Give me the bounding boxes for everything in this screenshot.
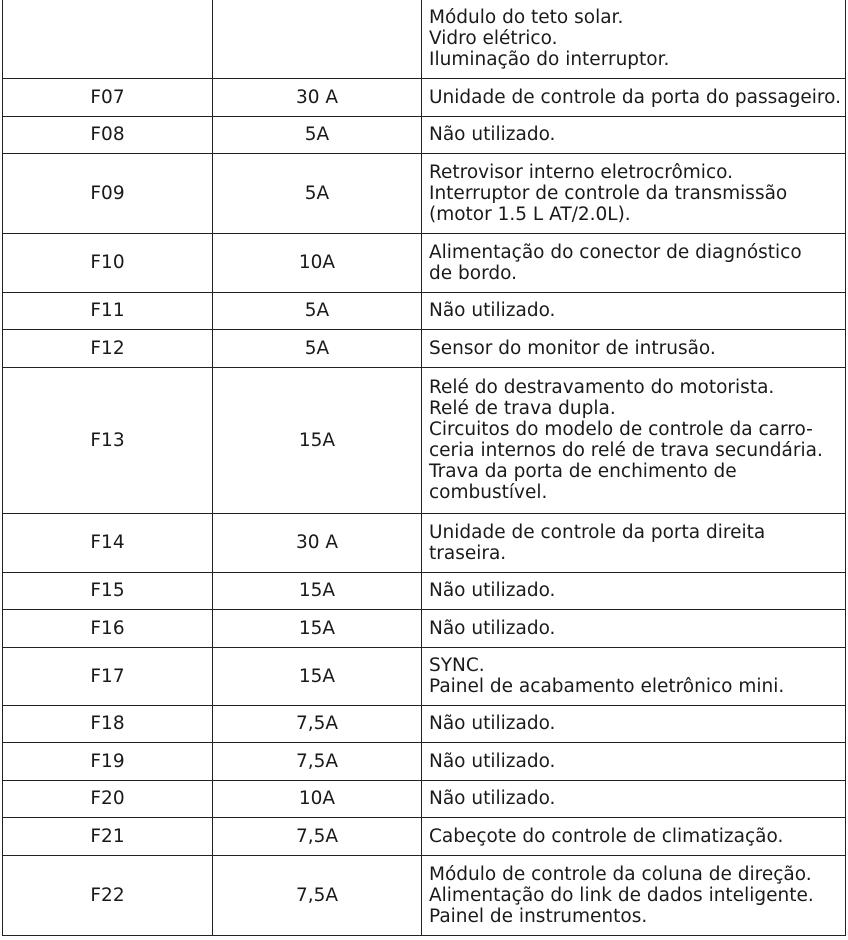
description-line: SYNC. (429, 655, 485, 676)
amperage-cell: 30 A (213, 78, 422, 116)
description-line: combustível. (429, 482, 548, 503)
description-cell (422, 647, 846, 705)
description-line: Painel de acabamento eletrônico mini. (429, 676, 785, 697)
amperage-cell: 15A (213, 572, 422, 609)
description-line: Cabeçote do controle de climatização. (429, 825, 784, 847)
description-cell (422, 292, 846, 329)
amperage-cell: 15A (213, 367, 422, 513)
description-line: Interruptor de controle da transmissão (429, 182, 788, 204)
description-cell (422, 855, 846, 935)
description-line: traseira. (429, 542, 507, 564)
description-line: Vidro elétrico. (429, 28, 558, 50)
description-line: Módulo do teto solar. (429, 7, 624, 29)
description-cell (422, 233, 846, 292)
fuse-number-cell: F19 (3, 742, 213, 780)
table-row (3, 609, 846, 647)
table-row (3, 705, 846, 742)
description-line: Alimentação do link de dados inteligente. (429, 884, 814, 906)
amperage-cell: 10A (213, 233, 422, 292)
description-line: Não utilizado. (429, 300, 556, 321)
description-line: Trava da porta de enchimento de (429, 461, 737, 482)
fuse-number-cell: F13 (3, 367, 213, 513)
description-line: Relé de trava dupla. (429, 398, 616, 419)
description-line: Iluminação do interruptor. (429, 49, 670, 71)
fuse-number-cell: F14 (3, 513, 213, 572)
description-cell (422, 367, 846, 513)
fuse-number-cell (3, 0, 213, 78)
description-cell (422, 116, 846, 153)
fuse-number-cell: F12 (3, 329, 213, 367)
description-line: Painel de instrumentos. (429, 905, 648, 927)
description-line: (motor 1.5 L AT/2.0L). (429, 203, 631, 225)
amperage-cell: 5A (213, 292, 422, 329)
description-line: Relé do destravamento do motorista. (429, 377, 775, 398)
amperage-cell: 7,5A (213, 817, 422, 855)
description-line: Não utilizado. (429, 750, 556, 772)
description-cell (422, 705, 846, 742)
amperage-cell: 10A (213, 780, 422, 817)
fuse-number-cell: F20 (3, 780, 213, 817)
fuse-number-cell: F08 (3, 116, 213, 153)
amperage-cell: 5A (213, 153, 422, 233)
amperage-cell: 7,5A (213, 705, 422, 742)
table-row (3, 780, 846, 817)
amperage-cell: 30 A (213, 513, 422, 572)
table-row (3, 116, 846, 153)
table-row (3, 647, 846, 705)
description-line: Não utilizado. (429, 788, 556, 809)
description-line: Não utilizado. (429, 713, 556, 734)
amperage-cell (213, 0, 422, 78)
table-row (3, 78, 846, 116)
table-row (3, 742, 846, 780)
description-line: Circuitos do modelo de controle da carro- (429, 419, 813, 440)
fuse-number-cell: F11 (3, 292, 213, 329)
table-row (3, 572, 846, 609)
amperage-cell: 5A (213, 116, 422, 153)
description-cell (422, 513, 846, 572)
fuse-number-cell: F17 (3, 647, 213, 705)
description-line: Não utilizado. (429, 617, 556, 639)
fuse-table (2, 0, 846, 936)
description-line: ceria internos do relé de trava secundária. (429, 440, 823, 461)
description-line: Alimentação do conector de diagnóstico (429, 241, 802, 263)
amperage-cell: 5A (213, 329, 422, 367)
table-row (3, 329, 846, 367)
fuse-number-cell: F21 (3, 817, 213, 855)
description-cell (422, 780, 846, 817)
description-line: Módulo de controle da coluna de direção. (429, 863, 812, 885)
fuse-number-cell: F22 (3, 855, 213, 935)
description-cell (422, 817, 846, 855)
fuse-number-cell: F15 (3, 572, 213, 609)
table-row (3, 0, 846, 78)
table-row (3, 292, 846, 329)
description-line: Retrovisor interno eletrocrômico. (429, 161, 733, 183)
fuse-number-cell: F09 (3, 153, 213, 233)
description-cell (422, 572, 846, 609)
amperage-cell: 15A (213, 647, 422, 705)
table-row (3, 233, 846, 292)
table-row (3, 153, 846, 233)
description-line: Unidade de controle da porta do passageiro. (429, 86, 841, 108)
description-cell (422, 153, 846, 233)
fuse-number-cell: F10 (3, 233, 213, 292)
description-cell (422, 0, 846, 78)
description-line: Não utilizado. (429, 580, 556, 601)
table-row (3, 855, 846, 935)
description-line: Unidade de controle da porta direita (429, 521, 766, 543)
fuse-number-cell: F18 (3, 705, 213, 742)
description-line: Sensor do monitor de intrusão. (429, 337, 716, 359)
table-row (3, 513, 846, 572)
fuse-number-cell: F16 (3, 609, 213, 647)
amperage-cell: 15A (213, 609, 422, 647)
amperage-cell: 7,5A (213, 742, 422, 780)
description-cell (422, 78, 846, 116)
description-line: de bordo. (429, 262, 517, 284)
description-cell (422, 609, 846, 647)
fuse-number-cell: F07 (3, 78, 213, 116)
description-line: Não utilizado. (429, 124, 556, 145)
table-row (3, 817, 846, 855)
description-cell (422, 329, 846, 367)
table-row (3, 367, 846, 513)
amperage-cell: 7,5A (213, 855, 422, 935)
description-cell (422, 742, 846, 780)
